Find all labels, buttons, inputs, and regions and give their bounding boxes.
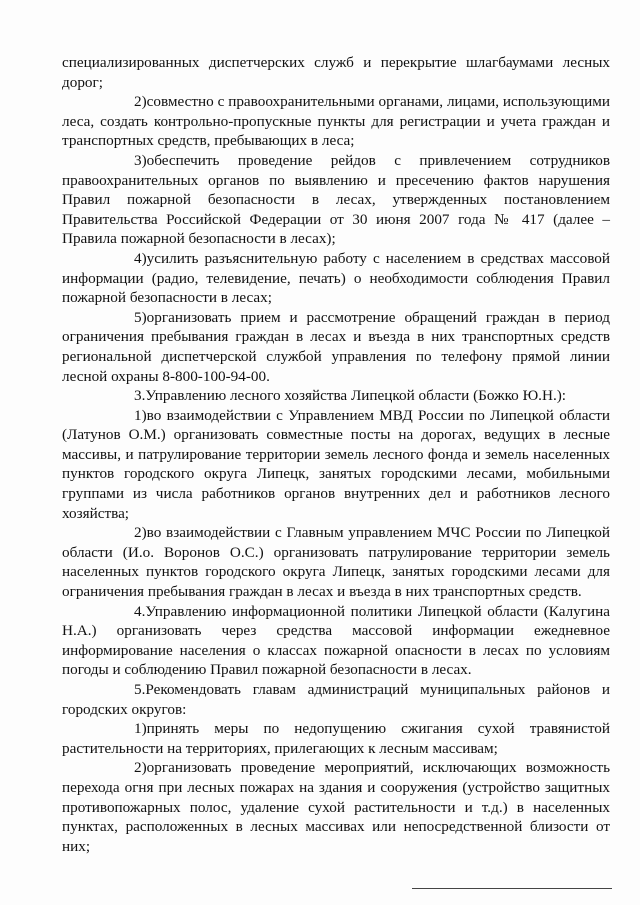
paragraph-2	[62, 151, 610, 249]
paragraph-text: Управлению информационной политики Липецкой области (Калугина Н.А.) организовать через средства массовой информации ежедневное информирование населения о классах пожарной опасности в лесах по условиям погоды и соблюдению Правил пожарной безопасности в лесах.	[62, 602, 610, 679]
list-number: 3)	[134, 151, 147, 169]
paragraph-5	[62, 386, 610, 406]
paragraph-text: организовать проведение мероприятий, исключающих возможность перехода огня при лесных пожарах на здания и сооружения (устройство защитных противопожарных полос, удаление сухой растительности и т.д.) в населенных пунктах, расположенных в лесных массивах или непосредственной близости от них;	[62, 759, 610, 855]
paragraph-4	[62, 308, 610, 386]
list-number: 5)	[134, 308, 147, 326]
list-number: 5.	[134, 681, 146, 698]
list-number: 1)	[134, 720, 147, 738]
footer-divider	[412, 888, 612, 889]
list-number: 4)	[134, 249, 147, 267]
list-number: 3.	[134, 387, 146, 405]
paragraph-text: принять меры по недопущению сжигания сухой травянистой растительности на территориях, прилегающих к лесным массивам;	[62, 720, 610, 757]
paragraph-0	[62, 53, 610, 92]
paragraph-text: Рекомендовать главам администраций муниципальных районов и городских округов:	[62, 681, 610, 718]
list-number: 2)	[134, 93, 147, 111]
paragraph-text: организовать прием и рассмотрение обращений граждан в период ограничения пребывания граждан в лесах и въезда в них транспортных средств региональной диспетчерской службой управления по телефону прямой линии лесной охраны 8-800-100-94-00.	[62, 308, 610, 385]
paragraph-text: во взаимодействии с Управлением МВД России по Липецкой области (Латунов О.М.) организовать совместные посты на дорогах, ведущих в лесные массивы, и патрулирование территории земель лесного фонда и земель населенных пунктов городского округа Липецк, занятых городскими лесами, мобильными группами из числа работников органов внутренних дел и работников лесного хозяйства;	[62, 406, 610, 522]
paragraph-7	[62, 523, 610, 601]
list-number: 2)	[134, 759, 147, 777]
paragraph-10	[62, 719, 610, 758]
paragraph-text: Управлению лесного хозяйства Липецкой области (Божко Ю.Н.):	[145, 387, 567, 405]
paragraph-9	[62, 680, 610, 719]
list-number: 4.	[134, 602, 146, 620]
paragraph-11	[62, 758, 610, 856]
paragraph-6	[62, 406, 610, 524]
paragraph-8	[62, 602, 610, 680]
list-number: 1)	[134, 406, 147, 424]
paragraph-text: усилить разъяснительную работу с населением в средствах массовой информации (радио, телевидение, печать) о необходимости соблюдения Правил пожарной безопасности в лесах;	[62, 249, 610, 307]
paragraph-text: обеспечить проведение рейдов с привлечением сотрудников правоохранительных органов по выявлению и пресечению фактов нарушения Правил пожарной безопасности в лесах, утвержденных постановлением Правительства Российской Федерации от 30 июня 2007 года № 417 (далее – Правила пожарной безопасности в лесах);	[62, 151, 610, 248]
paragraph-text: совместно с правоохранительными органами, лицами, использующими леса, создать контрольно-пропускные пункты для регистрации и учета граждан и транспортных средств, пребывающих в леса;	[62, 93, 610, 150]
paragraph-text: во взаимодействии с Главным управлением МЧС России по Липецкой области (И.о. Воронов О.С.) организовать патрулирование территории земель населенных пунктов городского округа Липецк, занятых городскими лесами для ограничения пребывания граждан в лесах и въезда в них транспортных средств.	[62, 524, 610, 601]
paragraph-1	[62, 92, 610, 151]
document-body	[62, 53, 610, 856]
paragraph-text: специализированных диспетчерских служб и перекрытие шлагбаумами лесных дорог;	[62, 54, 610, 91]
paragraph-3	[62, 249, 610, 308]
list-number: 2)	[134, 524, 147, 542]
